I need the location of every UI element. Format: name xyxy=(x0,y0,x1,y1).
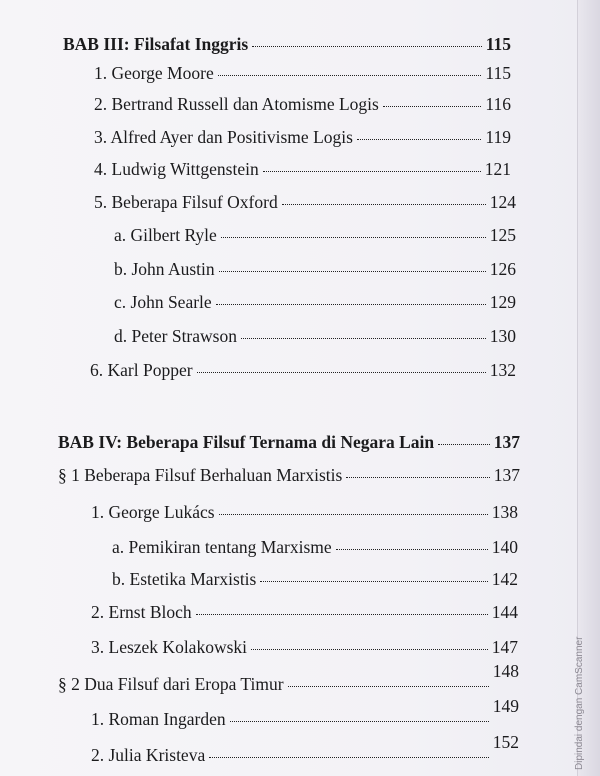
toc-subentry xyxy=(114,224,516,246)
dot-leader xyxy=(219,513,488,515)
chapter-heading-bab-iii xyxy=(63,33,511,55)
entry-label: 5. Beberapa Filsuf Oxford xyxy=(94,192,278,212)
toc-subentry xyxy=(114,291,516,313)
entry-label: 6. Karl Popper xyxy=(90,360,193,380)
page-number: 149 xyxy=(492,696,519,716)
dot-leader xyxy=(260,580,487,582)
dot-leader xyxy=(196,613,488,615)
toc-subentry xyxy=(114,258,516,280)
dot-leader xyxy=(383,105,482,107)
entry-label: 1. George Moore xyxy=(94,63,214,83)
page-number: 125 xyxy=(489,225,516,245)
page-number: 137 xyxy=(493,465,520,485)
page-number: 126 xyxy=(489,259,516,279)
page-number: 148 xyxy=(492,661,519,681)
toc-subentry xyxy=(114,325,516,347)
dot-leader xyxy=(218,74,482,76)
entry-label: 3. Alfred Ayer dan Positivisme Logis xyxy=(94,127,353,147)
toc-entry xyxy=(91,732,519,766)
toc-section xyxy=(58,464,520,486)
entry-label: 2. Bertrand Russell dan Atomisme Logis xyxy=(94,94,379,114)
page-number: 116 xyxy=(485,94,511,114)
dot-leader xyxy=(216,303,486,305)
dot-leader xyxy=(221,236,486,238)
page-number: 129 xyxy=(489,292,516,312)
entry-label: 2. Julia Kristeva xyxy=(91,745,206,765)
dot-leader xyxy=(336,548,488,550)
entry-label: a. Pemikiran tentang Marxisme xyxy=(112,537,332,557)
dot-leader xyxy=(346,476,489,478)
page-number: 124 xyxy=(489,192,516,212)
toc-entry xyxy=(91,601,518,623)
toc-entry xyxy=(91,501,518,523)
entry-label: 4. Ludwig Wittgenstein xyxy=(94,159,259,179)
entry-label: 2. Ernst Bloch xyxy=(91,602,192,622)
dot-leader xyxy=(263,170,481,172)
dot-leader xyxy=(357,138,481,140)
toc-entry xyxy=(94,126,511,148)
entry-label: 3. Leszek Kolakowski xyxy=(91,637,248,657)
scanner-watermark: Dipindai dengan CamScanner xyxy=(574,636,585,770)
dot-leader xyxy=(219,270,486,272)
toc-entry xyxy=(94,93,511,115)
entry-label: 1. Roman Ingarden xyxy=(91,709,226,729)
toc-entry xyxy=(91,636,518,658)
entry-label: b. John Austin xyxy=(114,259,215,279)
dot-leader xyxy=(252,45,481,47)
page-number: 130 xyxy=(489,326,516,346)
page-number: 119 xyxy=(485,127,511,147)
page-number: 137 xyxy=(493,432,520,452)
page-number: 138 xyxy=(491,502,518,522)
page-number: 152 xyxy=(492,732,519,752)
dot-leader xyxy=(241,337,486,339)
dot-leader xyxy=(282,203,486,205)
toc-subentry xyxy=(112,568,518,590)
dot-leader xyxy=(230,720,489,722)
toc-entry xyxy=(91,696,519,730)
page-number: 132 xyxy=(489,360,516,380)
toc-entry xyxy=(94,62,511,84)
page-number: 147 xyxy=(491,637,518,657)
chapter-title: BAB III: Filsafat Inggris xyxy=(63,34,249,54)
dot-leader xyxy=(197,371,486,373)
page-number: 144 xyxy=(491,602,518,622)
entry-label: a. Gilbert Ryle xyxy=(114,225,217,245)
page-number: 121 xyxy=(484,159,511,179)
entry-label: d. Peter Strawson xyxy=(114,326,237,346)
page-number: 115 xyxy=(485,34,511,54)
dot-leader xyxy=(251,648,488,650)
toc-subentry xyxy=(112,536,518,558)
toc-entry xyxy=(94,158,511,180)
toc-section xyxy=(58,661,519,695)
page-number: 115 xyxy=(485,63,511,83)
dot-leader xyxy=(438,443,490,445)
dot-leader xyxy=(288,685,489,687)
page-number: 140 xyxy=(491,537,518,557)
toc-entry xyxy=(94,191,516,213)
chapter-title: BAB IV: Beberapa Filsuf Ternama di Negara Lain xyxy=(58,432,435,452)
entry-label: § 2 Dua Filsuf dari Eropa Timur xyxy=(58,674,284,694)
dot-leader xyxy=(209,756,489,758)
toc-entry xyxy=(90,359,516,381)
entry-label: § 1 Beberapa Filsuf Berhaluan Marxistis xyxy=(58,465,343,485)
entry-label: c. John Searle xyxy=(114,292,212,312)
page-number: 142 xyxy=(491,569,518,589)
entry-label: 1. George Lukács xyxy=(91,502,215,522)
chapter-heading-bab-iv xyxy=(58,431,520,453)
entry-label: b. Estetika Marxistis xyxy=(112,569,257,589)
